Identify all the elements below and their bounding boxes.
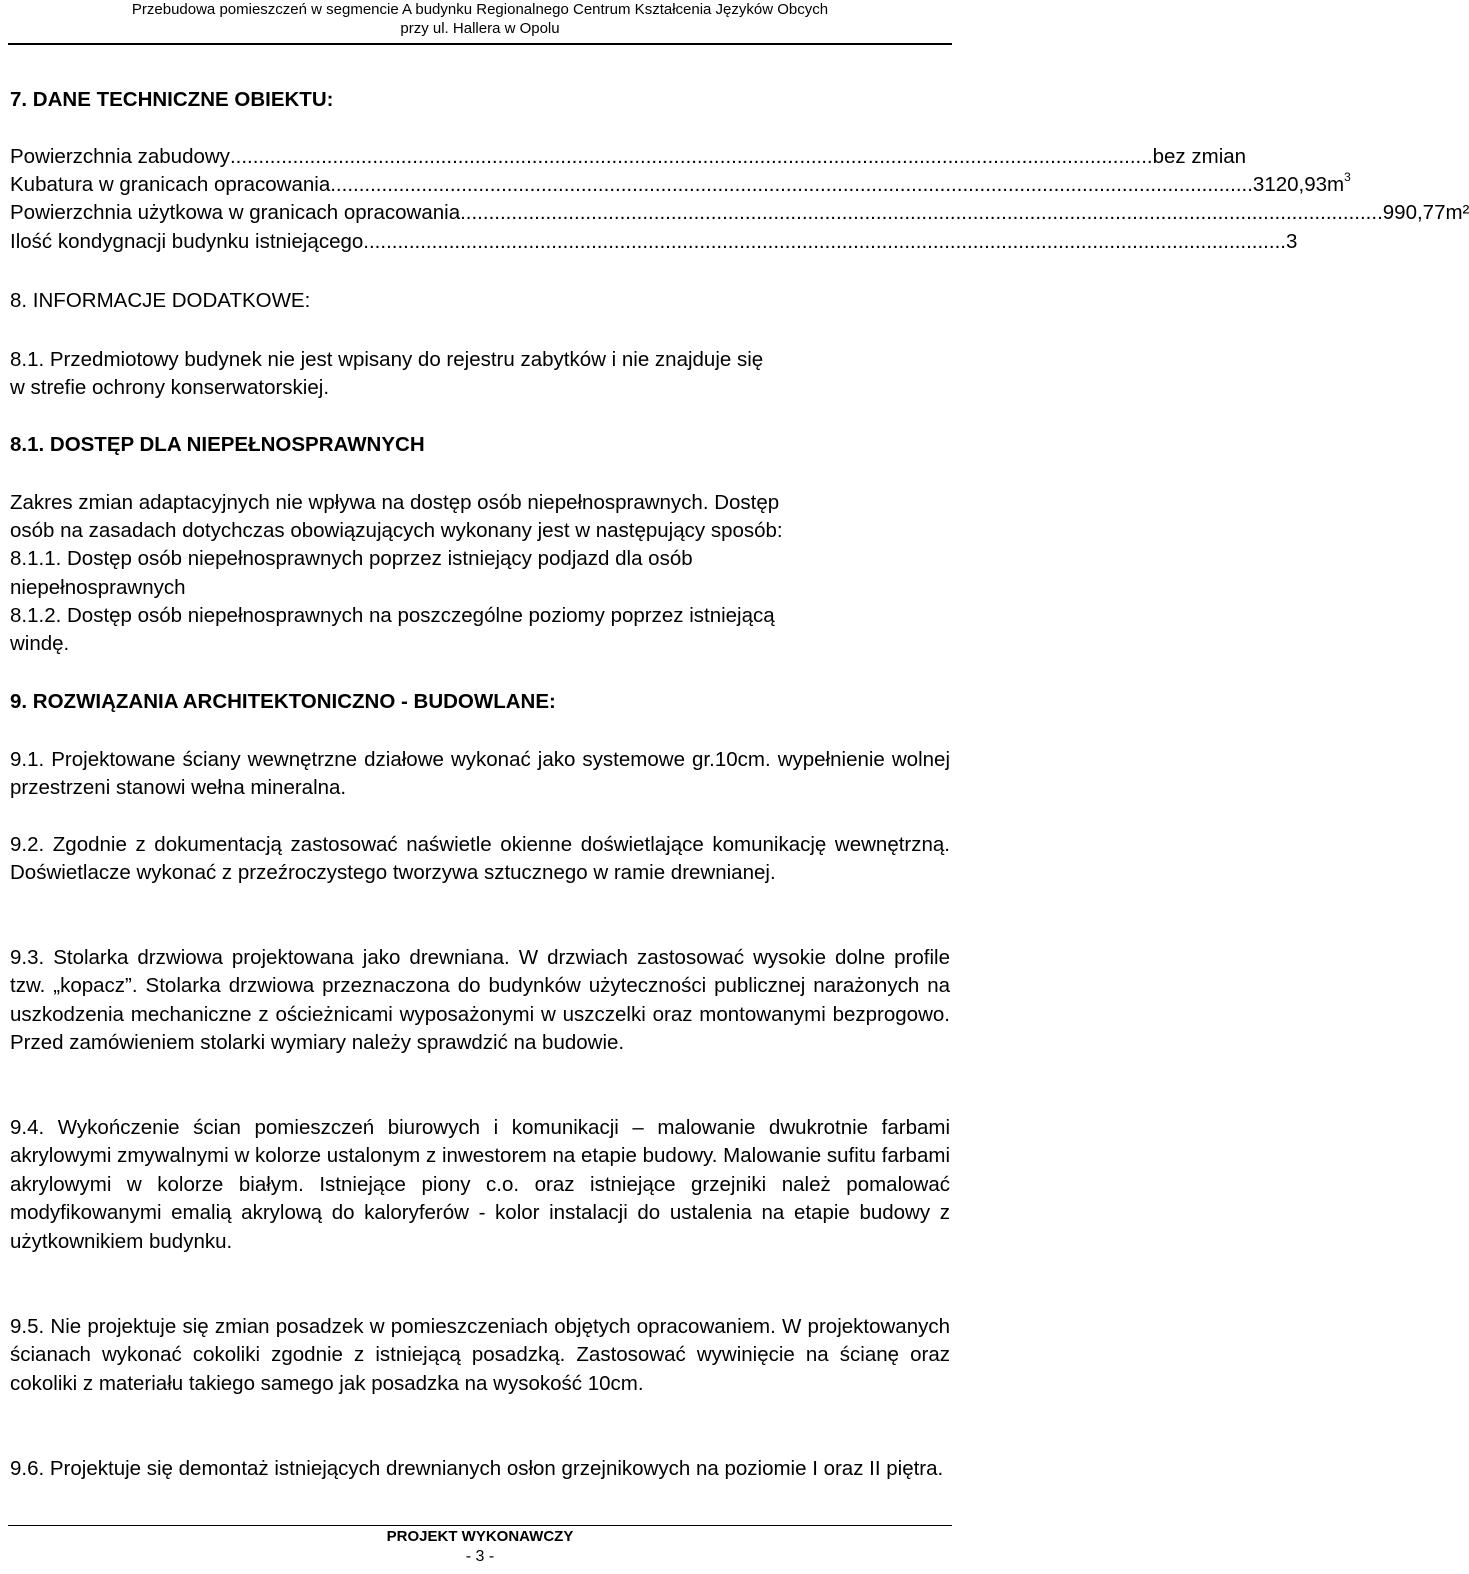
- tech-row-built-area: [10, 143, 1247, 171]
- tech-row-label: Powierzchnia użytkowa w granicach opracowania: [10, 201, 461, 224]
- header-title: Przebudowa pomieszczeń w segmencie A budynku Regionalnego Centrum Kształcenia Języków Obcych: [131, 1, 829, 18]
- tech-row-label: Ilość kondygnacji budynku istniejącego: [10, 230, 364, 253]
- para-9-3: 9.3. Stolarka drzwiowa projektowana jako drewniana. W drzwiach zastosować wysokie dolne profile tzw. „kopacz”. Stolarka drzwiowa przeznaczona do budynków użyteczności publicznej narażonych na uszkodzenia mechaniczne z ościeżnicami wyposażonymi w uszczelki oraz montowanymi bezprogowo. Przed zamówieniem stolarki wymiary należy sprawdzić na budowie.: [10, 946, 950, 1055]
- superscript: 3: [1344, 170, 1351, 185]
- section-7-heading: 7. DANE TECHNICZNE OBIEKTU:: [10, 88, 334, 111]
- header-subtitle: przy ul. Hallera w Opolu: [400, 20, 560, 37]
- tech-row-volume: [10, 170, 1351, 199]
- header-rule: [8, 43, 952, 45]
- para-9-2: 9.2. Zgodnie z dokumentacją zastosować naświetle okienne doświetlające komunikację wewnętrzną. Doświetlacze wykonać z przeźroczystego tworzywa sztucznego w ramie drewnianej.: [10, 833, 950, 885]
- tech-row-floors: [10, 228, 1298, 256]
- tech-row-label: Kubatura w granicach opracowania: [10, 173, 331, 196]
- para-accessibility-line: niepełnosprawnych: [10, 576, 186, 599]
- section-9-heading: 9. ROZWIĄZANIA ARCHITEKTONICZNO - BUDOWLANE:: [10, 690, 556, 713]
- para-accessibility-line: osób na zasadach dotychczas obowiązujących wykonany jest w następujący sposób:: [10, 519, 783, 542]
- para-9-4: 9.4. Wykończenie ścian pomieszczeń biurowych i komunikacji – malowanie dwukrotnie farbami akrylowymi zmywalnymi w kolorze ustalonym z inwestorem na etapie budowy. Malowanie sufitu farbami akrylowymi w kolorze białym. Istniejące piony c.o. oraz istniejące grzejniki należ pomalować modyfikowanymi emalią akrylową do kaloryferów - kolor instalacji do ustalenia na etapie budowy z użytkownikiem budynku.: [10, 1116, 950, 1253]
- footer-label: PROJEKT WYKONAWCZY: [386, 1528, 574, 1545]
- tech-row-usable-area: [10, 199, 1469, 227]
- dot-leader: ..................................................................................................................................................................: [460, 201, 1383, 224]
- para-accessibility-line: 8.1.2. Dostęp osób niepełnosprawnych na poszczególne poziomy poprzez istniejącą: [10, 604, 775, 627]
- tech-row-value: bez zmian: [1152, 145, 1247, 168]
- para-8-1-line: 8.1. Przedmiotowy budynek nie jest wpisany do rejestru zabytków i nie znajduje się: [10, 348, 764, 371]
- para-9-1: 9.1. Projektowane ściany wewnętrzne działowe wykonać jako systemowe gr.10cm. wypełnienie wolnej przestrzeni stanowi wełna mineralna.: [10, 748, 950, 800]
- para-accessibility-line: 8.1.1. Dostęp osób niepełnosprawnych poprzez istniejący podjazd dla osób: [10, 547, 693, 570]
- section-8-heading: 8. INFORMACJE DODATKOWE:: [10, 289, 311, 312]
- footer-rule: [8, 1525, 952, 1526]
- tech-row-value: 990,77m²: [1382, 201, 1469, 224]
- para-accessibility-line: windę.: [10, 632, 70, 655]
- dot-leader: ..................................................................................................................................................................: [229, 145, 1153, 168]
- subsection-accessibility-heading: 8.1. DOSTĘP DLA NIEPEŁNOSPRAWNYCH: [10, 433, 425, 456]
- para-8-1-line: w strefie ochrony konserwatorskiej.: [10, 376, 330, 399]
- para-accessibility-line: Zakres zmian adaptacyjnych nie wpływa na dostęp osób niepełnosprawnych. Dostęp: [10, 491, 780, 514]
- para-9-6: 9.6. Projektuje się demontaż istniejących drewnianych osłon grzejnikowych na poziomie I oraz II piętra.: [10, 1457, 944, 1480]
- page-number: - 3 -: [465, 1548, 495, 1565]
- tech-row-label: Powierzchnia zabudowy: [10, 145, 230, 168]
- tech-row-value: $3120,93m^3$: [1252, 170, 1351, 196]
- dot-leader: ..................................................................................................................................................................: [363, 230, 1286, 253]
- para-9-5: 9.5. Nie projektuje się zmian posadzek w pomieszczeniach objętych opracowaniem. W projektowanych ścianach wykonać cokoliki zgodnie z istniejącą posadzką. Zastosować wywinięcie na ścianę oraz cokoliki z materiału takiego samego jak posadzka na wysokość 10cm.: [10, 1315, 950, 1395]
- dot-leader: ..................................................................................................................................................................: [330, 173, 1253, 196]
- tech-row-value: 3: [1285, 230, 1298, 253]
